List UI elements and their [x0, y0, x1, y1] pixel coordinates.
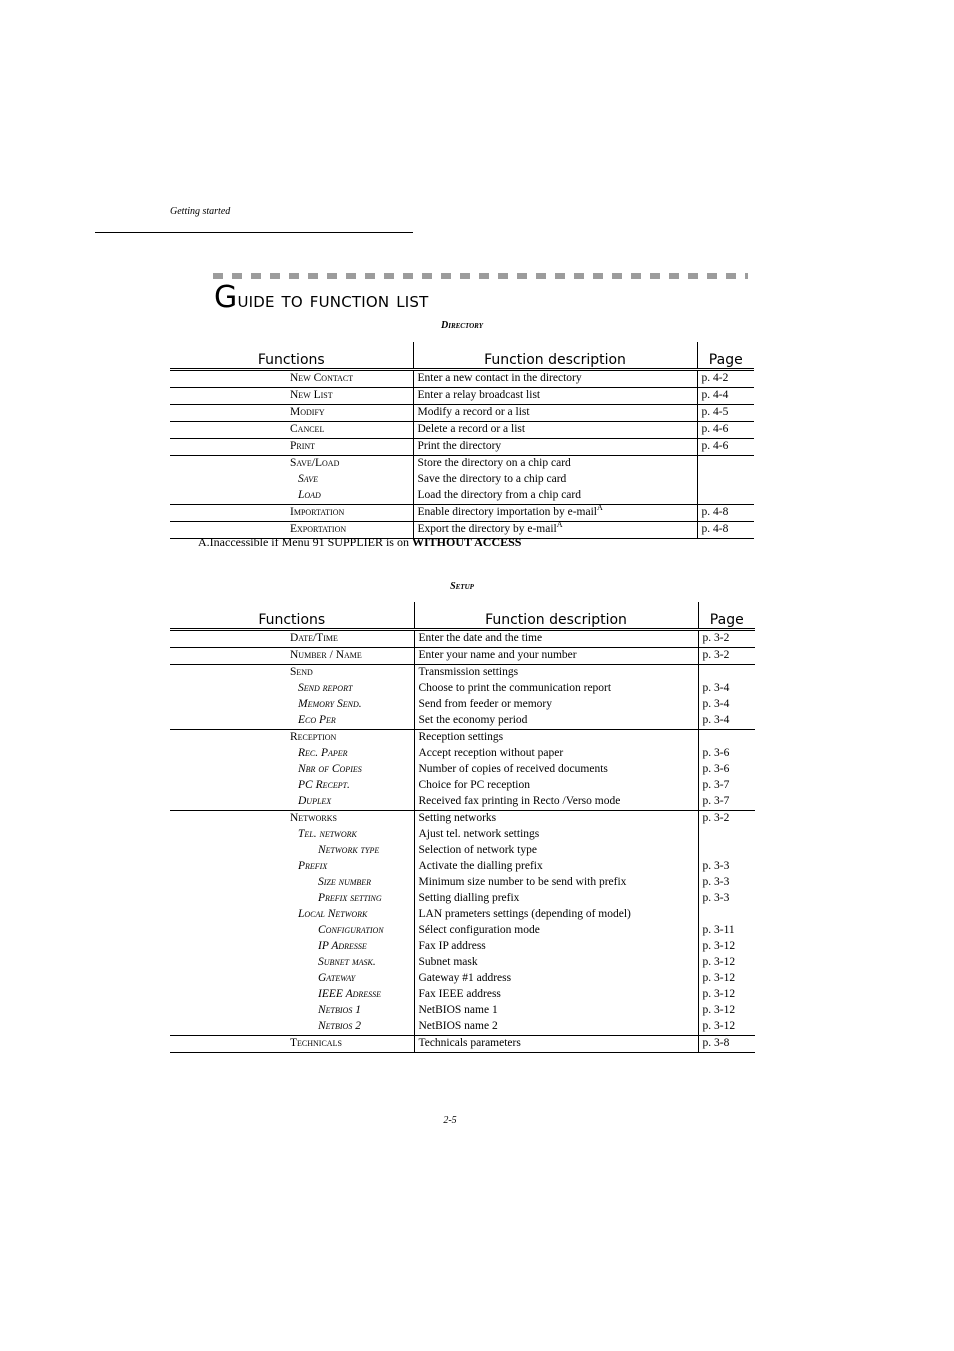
- description-text: Enable directory importation by e-mail: [417, 506, 597, 518]
- table-row: [170, 987, 755, 1003]
- function-name: Rec. Paper: [298, 747, 348, 759]
- description-text: Number of copies of received documents: [418, 763, 608, 775]
- page-reference: [697, 456, 754, 473]
- function-description: [414, 778, 698, 794]
- page-reference: p. 3-3: [702, 860, 730, 872]
- description-text: NetBIOS name 1: [418, 1004, 498, 1016]
- page-title: [214, 280, 428, 315]
- table-row: [170, 875, 755, 891]
- table-row: [170, 955, 755, 971]
- table-row: [170, 794, 755, 811]
- function-name: Memory Send.: [298, 698, 362, 710]
- function-description: [413, 405, 697, 422]
- page-reference: [697, 472, 754, 488]
- description-text: Choice for PC reception: [418, 779, 530, 791]
- function-description: [413, 456, 697, 473]
- description-text: Load the directory from a chip card: [417, 489, 581, 501]
- page-reference: [697, 488, 754, 505]
- function-name: Reception: [290, 731, 337, 743]
- table-row: [170, 488, 754, 505]
- col-header-page: Page: [697, 342, 754, 370]
- function-description: [414, 907, 698, 923]
- table-row: [170, 939, 755, 955]
- function-name: IEEE Adresse: [318, 988, 382, 1000]
- title-dash-bar: [213, 273, 748, 279]
- table-row: [170, 713, 755, 730]
- function-name: Prefix: [298, 860, 328, 872]
- function-description: [414, 827, 698, 843]
- page-reference: p. 3-3: [702, 892, 730, 904]
- table-row: [170, 762, 755, 778]
- page-reference: p. 4-5: [697, 405, 754, 422]
- description-text: Export the directory by e-mail: [417, 523, 557, 535]
- page-reference: p. 4-4: [697, 388, 754, 405]
- table-row: [170, 746, 755, 762]
- function-name: Nbr of Copies: [298, 763, 362, 775]
- page-reference: p. 3-12: [702, 1004, 736, 1016]
- function-description: [414, 713, 698, 730]
- header-rule: [95, 232, 413, 233]
- description-text: LAN prameters settings (depending of model): [418, 908, 631, 920]
- function-description: [414, 681, 698, 697]
- description-text: Delete a record or a list: [417, 423, 526, 435]
- setup-table: [170, 602, 755, 1053]
- description-text: Reception settings: [418, 731, 504, 743]
- page-reference: p. 3-4: [702, 698, 730, 710]
- description-text: NetBIOS name 2: [418, 1020, 498, 1032]
- function-name: Prefix setting: [318, 892, 382, 904]
- description-text: Received fax printing in Recto /Verso mode: [418, 795, 621, 807]
- function-name: Local Network: [298, 908, 368, 920]
- function-description: [414, 923, 698, 939]
- footnote: [198, 535, 521, 550]
- function-name: Networks: [290, 812, 337, 824]
- title-initial: G: [214, 280, 238, 315]
- description-text: Enter your name and your number: [418, 649, 577, 661]
- function-name: Technicals: [170, 1036, 414, 1053]
- function-description: [414, 987, 698, 1003]
- function-description: [414, 971, 698, 987]
- function-description: [414, 1003, 698, 1019]
- function-description: [413, 472, 697, 488]
- description-text: Minimum size number to be send with prefix: [418, 876, 627, 888]
- table-row: [170, 907, 755, 923]
- function-description: [414, 811, 698, 828]
- col-header-page: Page: [698, 602, 755, 630]
- page-reference: p. 3-6: [702, 763, 730, 775]
- section-title-directory: Directory: [441, 320, 483, 331]
- function-name: Save/Load: [290, 457, 340, 469]
- page-reference: p. 4-2: [697, 370, 754, 388]
- function-name: Save: [298, 473, 319, 485]
- table-row: [170, 422, 754, 439]
- function-name: Load: [170, 488, 413, 505]
- table-row: [170, 971, 755, 987]
- page-reference: p. 3-7: [702, 779, 730, 791]
- table-row: [170, 665, 755, 682]
- table-row: [170, 648, 755, 665]
- page-reference: p. 3-3: [702, 876, 730, 888]
- page-reference: p. 3-12: [702, 972, 736, 984]
- description-text: Gateway #1 address: [418, 972, 512, 984]
- table-row: [170, 439, 754, 456]
- function-name: Duplex: [170, 794, 414, 811]
- description-text: Modify a record or a list: [417, 406, 530, 418]
- table-row: [170, 681, 755, 697]
- function-name: Modify: [170, 405, 413, 422]
- description-text: Choose to print the communication report: [418, 682, 612, 694]
- col-header-description: Function description: [413, 342, 697, 370]
- description-text: Technicals parameters: [418, 1037, 521, 1049]
- footnote-bold: WITHOUT ACCESS: [411, 535, 522, 549]
- description-text: Fax IP address: [418, 940, 486, 952]
- page-reference: p. 3-11: [702, 924, 735, 936]
- table-row: [170, 923, 755, 939]
- function-name: Netbios 2: [170, 1019, 414, 1036]
- description-text: Send from feeder or memory: [418, 698, 552, 710]
- table-row: [170, 827, 755, 843]
- function-name: Send: [290, 666, 313, 678]
- function-name: Number / Name: [170, 648, 414, 665]
- table-header-row: [170, 602, 755, 630]
- table-row: [170, 1019, 755, 1036]
- footnote-marker: A: [556, 520, 563, 530]
- function-description: [414, 939, 698, 955]
- col-header-functions: Functions: [170, 602, 414, 630]
- table-header-row: [170, 342, 754, 370]
- table-row: [170, 843, 755, 859]
- running-header: Getting started: [170, 206, 231, 217]
- table-row: [170, 811, 755, 828]
- footnote-text: A.Inaccessible if Menu 91 SUPPLIER is on: [198, 535, 412, 549]
- function-description: [414, 665, 698, 682]
- function-description: [414, 648, 698, 665]
- table-row: [170, 456, 754, 473]
- table-row: [170, 697, 755, 713]
- table-row: [170, 505, 754, 522]
- function-name: Date/Time: [170, 630, 414, 648]
- function-description: [414, 697, 698, 713]
- description-text: Print the directory: [417, 440, 502, 452]
- function-description: [413, 505, 697, 522]
- function-name: Print: [170, 439, 413, 456]
- function-name: New List: [170, 388, 413, 405]
- page-reference: p. 3-12: [702, 988, 736, 1000]
- description-text: Sélect configuration mode: [418, 924, 540, 936]
- description-text: Enter the date and the time: [418, 632, 543, 644]
- function-description: [414, 746, 698, 762]
- function-name: Eco Per: [170, 713, 414, 730]
- function-description: [413, 488, 697, 505]
- description-text: Enter a relay broadcast list: [417, 389, 541, 401]
- table-row: [170, 405, 754, 422]
- page-reference: [698, 843, 755, 859]
- col-header-functions: Functions: [170, 342, 413, 370]
- table-row: [170, 472, 754, 488]
- col-header-description: Function description: [414, 602, 698, 630]
- page-reference: p. 3-12: [702, 956, 736, 968]
- page-number: 2-5: [443, 1115, 457, 1126]
- title-rest: uide to function list: [237, 288, 429, 312]
- footnote-marker: A: [596, 503, 603, 513]
- page-reference: p. 3-4: [702, 682, 730, 694]
- function-description: [414, 794, 698, 811]
- function-name: Netbios 1: [318, 1004, 361, 1016]
- page-reference: p. 4-6: [697, 439, 754, 456]
- function-name: Gateway: [318, 972, 356, 984]
- function-description: [414, 891, 698, 907]
- function-name: Subnet mask.: [318, 956, 376, 968]
- function-description: [413, 370, 697, 388]
- page-reference: p. 3-2: [698, 630, 755, 648]
- table-row: [170, 859, 755, 875]
- function-name: Size number: [318, 876, 372, 888]
- function-description: [414, 859, 698, 875]
- page-reference: p. 3-2: [702, 812, 730, 824]
- page-reference: p. 4-8: [697, 505, 754, 522]
- description-text: Activate the dialling prefix: [418, 860, 543, 872]
- function-name: Configuration: [318, 924, 384, 936]
- function-name: Tel. network: [298, 828, 357, 840]
- description-text: Accept reception without paper: [418, 747, 564, 759]
- table-row: [170, 388, 754, 405]
- description-text: Save the directory to a chip card: [417, 473, 567, 485]
- function-name: Network type: [318, 844, 380, 856]
- function-description: [414, 630, 698, 648]
- page-reference: p. 3-6: [702, 747, 730, 759]
- description-text: Store the directory on a chip card: [417, 457, 571, 469]
- description-text: Setting dialling prefix: [418, 892, 520, 904]
- page-reference: p. 4-6: [697, 422, 754, 439]
- function-description: [414, 762, 698, 778]
- function-name: Importation: [170, 505, 413, 522]
- directory-table: [170, 342, 754, 539]
- table-row: [170, 730, 755, 747]
- table-row: [170, 891, 755, 907]
- page-reference: p. 3-4: [698, 713, 755, 730]
- description-text: Ajust tel. network settings: [418, 828, 540, 840]
- function-description: [414, 730, 698, 747]
- page-reference: p. 3-7: [698, 794, 755, 811]
- table-row: [170, 1003, 755, 1019]
- description-text: Set the economy period: [418, 714, 528, 726]
- function-description: [413, 388, 697, 405]
- description-text: Subnet mask: [418, 956, 478, 968]
- table-row: [170, 1036, 755, 1053]
- function-description: [414, 875, 698, 891]
- function-name: IP Adresse: [318, 940, 367, 952]
- function-description: [414, 1036, 698, 1053]
- function-description: [414, 955, 698, 971]
- page-reference: p. 3-8: [698, 1036, 755, 1053]
- description-text: Setting networks: [418, 812, 497, 824]
- page-reference: [698, 907, 755, 923]
- table-row: [170, 630, 755, 648]
- description-text: Fax IEEE address: [418, 988, 501, 1000]
- page-reference: p. 4-8: [697, 522, 754, 539]
- function-name: Send report: [298, 682, 353, 694]
- page-reference: p. 3-12: [698, 1019, 755, 1036]
- page-reference: p. 3-2: [698, 648, 755, 665]
- page-reference: [698, 730, 755, 747]
- description-text: Selection of network type: [418, 844, 537, 856]
- table-row: [170, 370, 754, 388]
- function-name: Cancel: [170, 422, 413, 439]
- function-name: Exportation: [170, 522, 413, 539]
- section-title-setup: Setup: [450, 581, 474, 592]
- function-name: New Contact: [170, 370, 413, 388]
- page-reference: [698, 827, 755, 843]
- page-reference: [698, 665, 755, 682]
- function-description: [413, 422, 697, 439]
- function-description: [413, 439, 697, 456]
- description-text: Transmission settings: [418, 666, 519, 678]
- function-name: PC Recept.: [298, 779, 350, 791]
- function-description: [414, 843, 698, 859]
- description-text: Enter a new contact in the directory: [417, 372, 582, 384]
- page-reference: p. 3-12: [702, 940, 736, 952]
- function-description: [414, 1019, 698, 1036]
- table-row: [170, 778, 755, 794]
